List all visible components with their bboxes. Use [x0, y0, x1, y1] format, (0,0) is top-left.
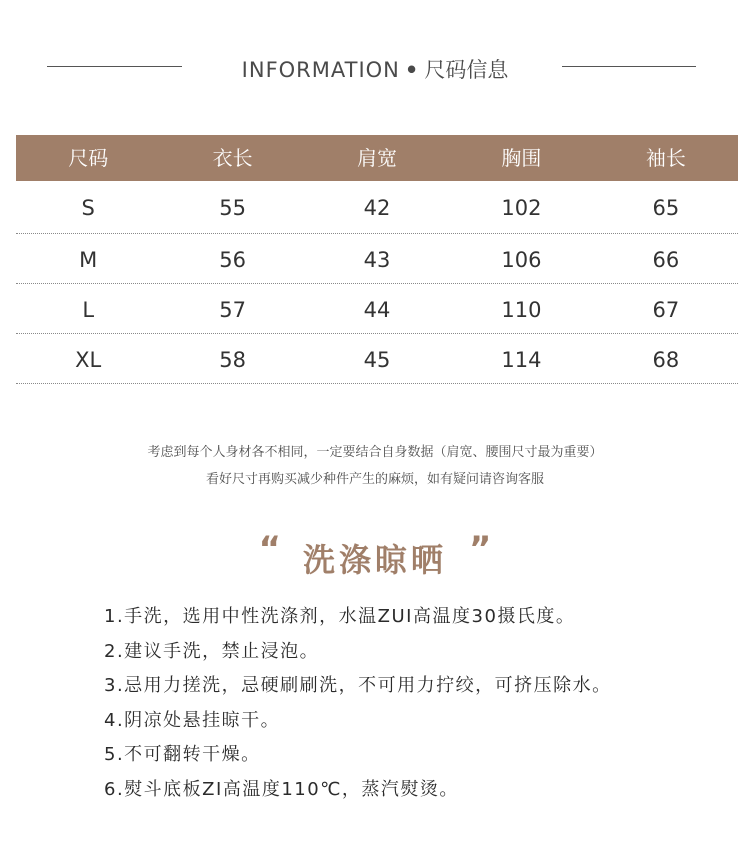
section-title-cn: 尺码信息 — [424, 58, 509, 82]
table-row — [16, 234, 738, 284]
length-cell: 55 — [219, 196, 246, 220]
size-cell: L — [82, 298, 95, 322]
shoulder-cell: 42 — [363, 196, 391, 220]
header-right-divider — [562, 66, 696, 67]
column-header-chest: 胸围 — [501, 146, 542, 170]
table-row — [16, 334, 738, 384]
close-quote-mark: ” — [469, 529, 492, 569]
length-cell: 56 — [219, 248, 246, 272]
size-cell: S — [81, 196, 95, 220]
size-cell: XL — [75, 348, 102, 372]
table-row — [16, 181, 738, 234]
title-separator: • — [404, 58, 420, 82]
shoulder-cell: 43 — [363, 248, 391, 272]
sleeve-cell: 67 — [652, 298, 680, 322]
section-header — [0, 48, 750, 84]
length-cell: 57 — [219, 298, 246, 322]
sleeve-cell: 66 — [652, 248, 680, 272]
sleeve-cell: 65 — [652, 196, 680, 220]
list-item: 2.建议手洗，禁止浸泡。 — [104, 640, 320, 662]
sleeve-cell: 68 — [652, 348, 680, 372]
size-table — [16, 135, 738, 384]
column-header-length: 衣长 — [212, 146, 253, 170]
list-item: 6.熨斗底板ZI高温度110℃，蒸汽熨烫。 — [104, 778, 459, 800]
care-title-text: 洗涤晾晒 — [302, 541, 447, 579]
column-header-shoulder: 肩宽 — [357, 146, 398, 170]
chest-cell: 110 — [501, 298, 542, 322]
size-note-line-2: 看好尺寸再购买减少种件产生的麻烦，如有疑问请咨询客服 — [205, 472, 544, 487]
chest-cell: 114 — [501, 348, 542, 372]
size-cell: M — [79, 248, 98, 272]
shoulder-cell: 44 — [363, 298, 391, 322]
section-title — [0, 54, 750, 84]
list-item: 1.手洗，选用中性洗涤剂，水温ZUI高温度30摄氏度。 — [104, 606, 576, 627]
chest-cell: 106 — [501, 248, 542, 272]
open-quote-mark: “ — [258, 529, 281, 569]
column-header-size: 尺码 — [68, 146, 109, 170]
list-item: 5.不可翻转干燥。 — [104, 744, 261, 765]
size-note-line-1: 考虑到每个人身材各不相同，一定要结合自身数据（肩宽、腰围尺寸最为重要） — [147, 445, 603, 460]
length-cell: 58 — [219, 348, 246, 372]
column-header-sleeve: 袖长 — [645, 146, 686, 170]
care-instructions-list — [104, 603, 612, 810]
table-header-row — [16, 135, 738, 181]
care-section-title — [0, 529, 750, 581]
list-item: 3.忌用力搓洗，忌硬刷刷洗，不可用力拧绞，可挤压除水。 — [104, 675, 612, 696]
chest-cell: 102 — [501, 196, 542, 220]
list-item: 4.阴凉处悬挂晾干。 — [104, 709, 281, 731]
shoulder-cell: 45 — [363, 348, 391, 372]
table-row — [16, 284, 738, 334]
section-title-en: INFORMATION — [241, 58, 400, 82]
